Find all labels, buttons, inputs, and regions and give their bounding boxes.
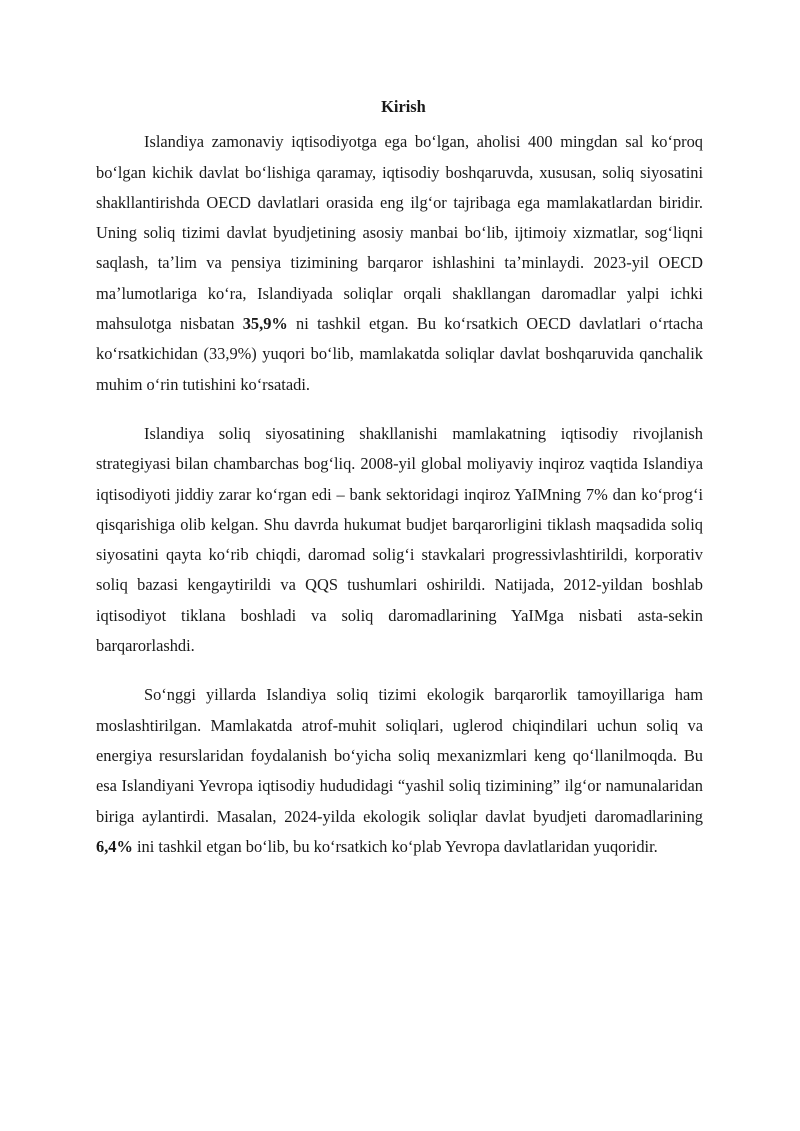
paragraph-text: ini tashkil etgan boʻlib, bu koʻrsatkich koʻplab Yevropa davlatlaridan yuqoridir. xyxy=(132,836,658,856)
paragraph-text: Islandiya zamonaviy iqtisodiyotga ega boʻlgan, aholisi 400 mingdan sal koʻproq boʻlgan kichik davlat boʻlishiga qaramay, iqtisodiy boshqaruvda, xususan, soliq siyosatini shakllantirishda OECD davlatlari orasida eng ilgʻor tajribaga ega mamlakatlardan biridir. Uning soliq tizimi davlat byudjetining asosiy manbai boʻlib, ijtimoiy xizmatlar, sogʻliqni saqlash, taʼlim va pensiya tizimining barqaror ishlashini taʼminlaydi. 2023-yil OECD maʼlumotlariga koʻra, Islandiyada soliqlar orqali shakllangan daromadlar yalpi ichki mahsulotga nisbatan xyxy=(96,132,703,334)
paragraph-2 xyxy=(96,419,703,661)
bold-figure: 35,9% xyxy=(242,314,288,334)
bold-figure: 6,4% xyxy=(96,836,133,856)
section-heading: Kirish xyxy=(381,97,426,116)
paragraph-3 xyxy=(96,680,703,862)
paragraph-text: Islandiya soliq siyosatining shakllanishi mamlakatning iqtisodiy rivojlanish strategiyasi bilan chambarchas bogʻliq. 2008-yil global moliyaviy inqiroz vaqtida Islandiya iqtisodiyoti jiddiy zarar koʻrgan edi – bank sektoridagi inqiroz YaIMning 7% dan koʻprogʻi qisqarishiga olib kelgan. Shu davrda hukumat budjet barqarorligini tiklash maqsadida soliq siyosatini qayta koʻrib chiqdi, daromad soligʻi stavkalari progressivlashtirildi, korporativ soliq bazasi kengaytirildi va QQS tushumlari oshirildi. Natijada, 2012-yildan boshlab iqtisodiyot tiklana boshladi va soliq daromadlarining YaIMga nisbati asta-sekin barqarorlashdi. xyxy=(96,423,703,656)
paragraph-text: ni tashkil etgan. Bu koʻrsatkich OECD davlatlari oʻrtacha koʻrsatkichidan (33,9%) yuqori boʻlib, mamlakatda soliqlar davlat boshqaruvida qanchalik muhim oʻrin tutishini koʻrsatadi. xyxy=(96,314,703,394)
paragraph-1 xyxy=(96,127,703,400)
document-body xyxy=(96,92,703,862)
paragraph-text: Soʻnggi yillarda Islandiya soliq tizimi ekologik barqarorlik tamoyillariga ham moslashtirilgan. Mamlakatda atrof-muhit soliqlari, uglerod chiqindilari uchun soliq va energiya resurslaridan foydalanish boʻyicha soliq mexanizmlari keng qoʻllanilmoqda. Bu esa Islandiyani Yevropa iqtisodiy hududidagi “yashil soliq tizimining” ilgʻor namunalaridan biriga aylantirdi. Masalan, 2024-yilda ekologik soliqlar davlat byudjeti daromadlarining xyxy=(96,685,703,826)
